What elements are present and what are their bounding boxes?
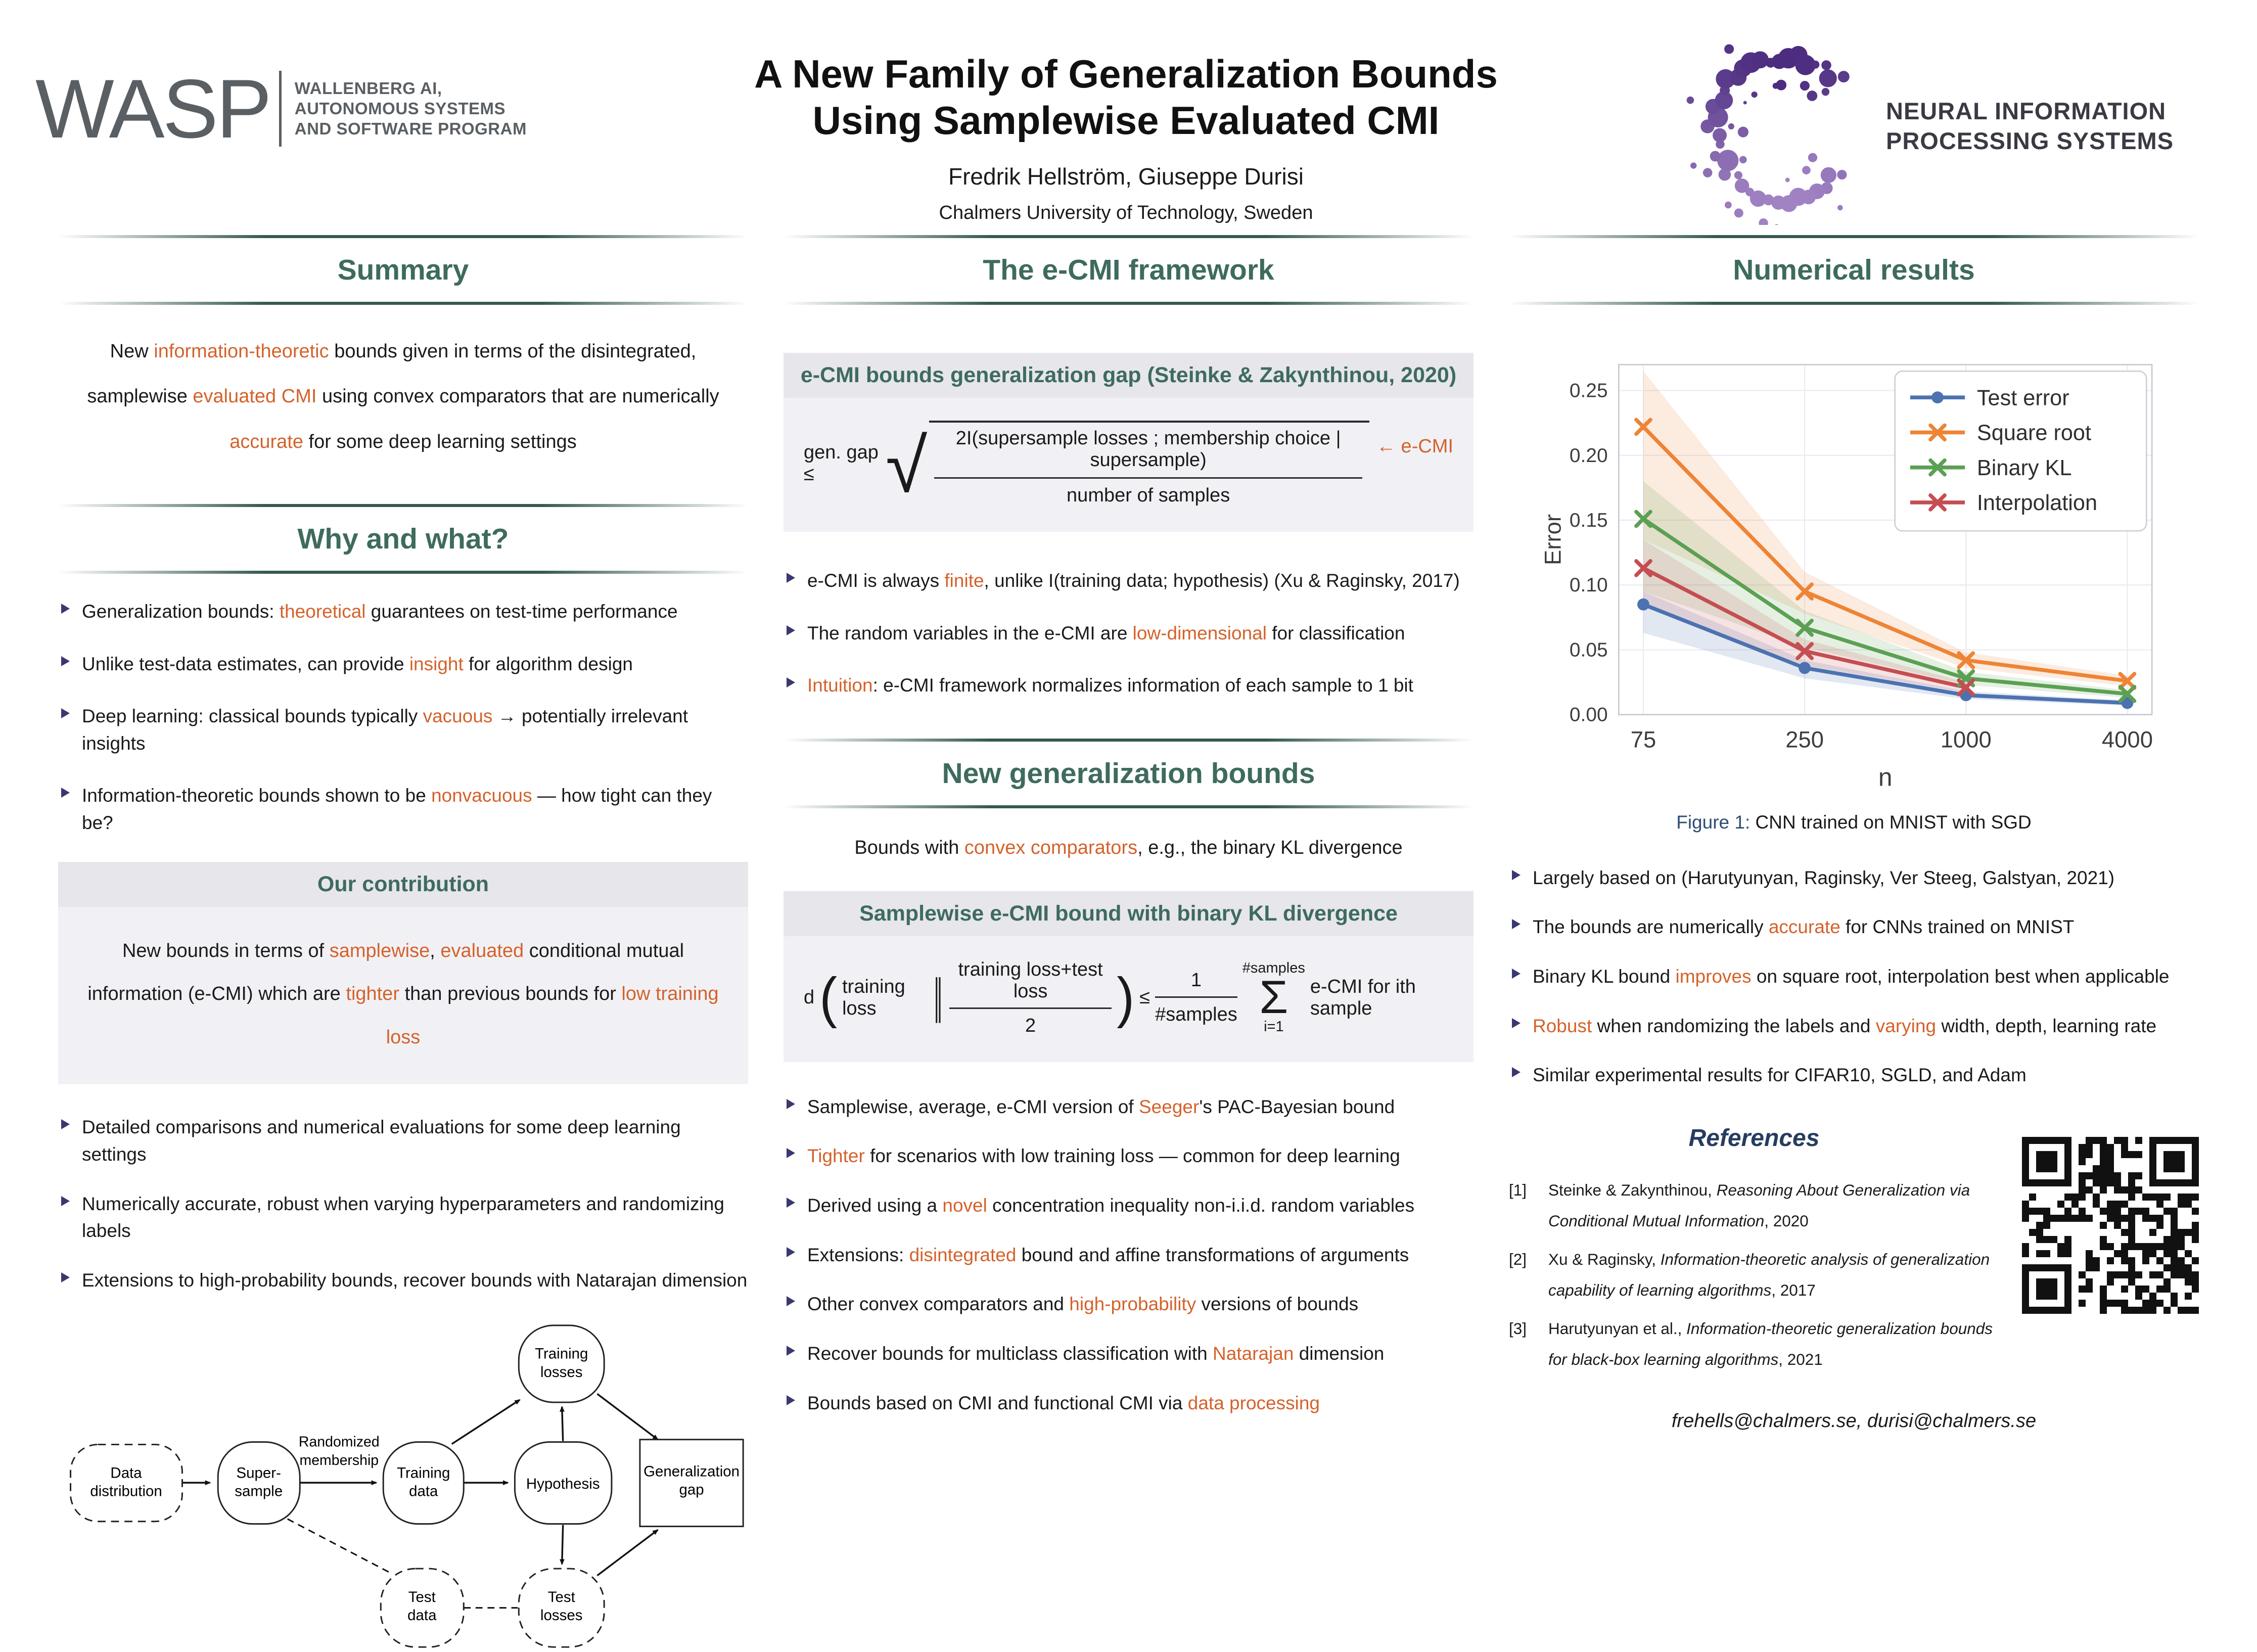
section-whywhat-head <box>58 504 748 574</box>
section-title-whywhat: Why and what? <box>297 522 509 555</box>
wasp-logo-divider <box>279 71 282 147</box>
svg-text:Square root: Square root <box>1976 421 2092 445</box>
summary-paragraph: New information-theoretic bounds given in terms of the disintegrated, samplewise evaluated CMI using convex comparators that are numerically accurate for some deep learning settings <box>87 341 719 452</box>
svg-text:Test: Test <box>408 1589 436 1606</box>
title-block <box>566 51 1686 224</box>
bullet-triangle-icon <box>1512 919 1521 929</box>
wasp-logo-text: WALLENBERG AI, AUTONOMOUS SYSTEMS AND SOFTWARE PROGRAM <box>294 78 527 139</box>
section-rule <box>58 504 748 507</box>
bullet-item: Binary KL bound improves on square root, interpolation best when applicable <box>1509 963 2199 990</box>
svg-text:Test error: Test error <box>1976 386 2069 410</box>
bullet-triangle-icon <box>1512 1018 1521 1028</box>
bullet-item: Extensions: disintegrated bound and affine transformations of arguments <box>784 1242 1473 1269</box>
ecmi-bound-box-heading: e-CMI bounds generalization gap (Steinke & Zakynthinou, 2020) <box>784 353 1473 398</box>
bullet-triangle-icon <box>787 1296 795 1306</box>
edge-label: membership <box>299 1452 379 1469</box>
bullet-triangle-icon <box>787 573 795 583</box>
newbounds-bullet-list <box>784 1093 1473 1416</box>
bullet-item: Generalization bounds: theoretical guarantees on test-time performance <box>58 598 748 625</box>
svg-text:Training: Training <box>535 1346 588 1363</box>
svg-text:0.20: 0.20 <box>1569 444 1608 467</box>
bullet-triangle-icon <box>787 1198 795 1208</box>
section-rule <box>1509 235 2199 238</box>
bullet-triangle-icon <box>787 1247 795 1257</box>
newbounds-intro: Bounds with convex comparators, e.g., the binary KL divergence <box>854 837 1403 858</box>
bullet-item: Bounds based on CMI and functional CMI via data processing <box>784 1390 1473 1417</box>
neurips-logo <box>1686 28 2222 225</box>
svg-text:distribution: distribution <box>90 1483 162 1500</box>
bullet-triangle-icon <box>61 788 70 798</box>
bullet-triangle-icon <box>787 677 795 687</box>
svg-text:250: 250 <box>1785 726 1824 753</box>
pipeline-diagram <box>58 1321 748 1651</box>
contribution-box <box>58 862 748 1085</box>
bullet-triangle-icon <box>1512 969 1521 979</box>
bullet-triangle-icon <box>1512 870 1521 880</box>
section-summary-head <box>58 235 748 305</box>
contribution-box-text: New bounds in terms of samplewise, evaluated conditional mutual information (e-CMI) which are tighter than previous bounds for low training loss <box>87 940 719 1048</box>
bullet-triangle-icon <box>787 625 795 635</box>
bullet-triangle-icon <box>787 1148 795 1158</box>
binary-kl-box-heading: Samplewise e-CMI bound with binary KL divergence <box>784 891 1473 936</box>
svg-text:n: n <box>1878 763 1893 792</box>
section-rule <box>784 805 1473 808</box>
bullet-item: The random variables in the e-CMI are low-dimensional for classification <box>784 620 1473 647</box>
svg-text:data: data <box>409 1483 438 1500</box>
reference-entry: [2] Xu & Raginsky, Information-theoretic analysis of generalization capability of learning algorithms, 2017 <box>1509 1250 1990 1300</box>
section-title-summary: Summary <box>337 254 469 286</box>
bullet-item: Extensions to high-probability bounds, recover bounds with Natarajan dimension <box>58 1267 748 1294</box>
whywhat-bullet-list <box>58 598 748 837</box>
authors: Fredrik Hellström, Giuseppe Durisi <box>948 163 1304 190</box>
svg-text:0.05: 0.05 <box>1569 639 1608 661</box>
svg-text:0.00: 0.00 <box>1569 704 1608 726</box>
bullet-item: Derived using a novel concentration inequality non-i.i.d. random variables <box>784 1192 1473 1219</box>
qr-code-svg <box>2022 1137 2199 1314</box>
binary-kl-formula: d ( training loss ∥ $\frac{\text{training loss+test loss}}{2}$ ) ≤ $\frac{1}{\text{\#samples}}$ #samples Σ i=1 e-CMI for ith sample <box>804 958 1416 1036</box>
bullet-triangle-icon <box>61 1119 70 1129</box>
svg-text:Data: Data <box>110 1464 142 1482</box>
ecmi-bound-box <box>784 353 1473 532</box>
reference-entry: [3] Harutyunyan et al., Information-theoretic generalization bounds for black-box learning algorithms, 2021 <box>1509 1319 1993 1369</box>
bullet-item: Unlike test-data estimates, can provide insight for algorithm design <box>58 651 748 678</box>
bullet-item: Numerically accurate, robust when varying hyperparameters and randomizing labels <box>58 1190 748 1245</box>
bullet-item: Intuition: e-CMI framework normalizes information of each sample to 1 bit <box>784 672 1473 699</box>
bullet-triangle-icon <box>787 1346 795 1356</box>
affiliation: Chalmers University of Technology, Sweden <box>939 202 1313 224</box>
svg-text:Binary KL: Binary KL <box>1976 455 2072 480</box>
bullet-item: Tighter for scenarios with low training loss — common for deep learning <box>784 1142 1473 1170</box>
ecmi-bullet-list <box>784 567 1473 699</box>
column-results <box>1509 235 2199 1652</box>
bullet-item: Largely based on (Harutyunyan, Raginsky, Ver Steeg, Galstyan, 2021) <box>1509 864 2199 892</box>
figure-caption: Figure 1: CNN trained on MNIST with SGD <box>1676 811 2032 833</box>
svg-text:Error: Error <box>1540 514 1566 565</box>
section-rule <box>1509 302 2199 305</box>
edge-label: Randomized <box>298 1434 380 1450</box>
section-newbounds-head <box>784 739 1473 808</box>
bullet-triangle-icon <box>1512 1067 1521 1077</box>
svg-text:75: 75 <box>1630 726 1656 753</box>
svg-text:0.25: 0.25 <box>1569 380 1608 402</box>
bullet-triangle-icon <box>61 708 70 718</box>
svg-text:losses: losses <box>540 1607 583 1624</box>
section-rule <box>58 235 748 238</box>
bullet-item: Similar experimental results for CIFAR10, SGLD, and Adam <box>1509 1062 2199 1089</box>
section-rule <box>784 739 1473 742</box>
contact-emails: frehells@chalmers.se, durisi@chalmers.se <box>1671 1410 2037 1432</box>
section-title-ecmi: The e-CMI framework <box>983 254 1274 286</box>
summation: #samples Σ i=1 <box>1242 960 1305 1035</box>
poster-header <box>0 0 2257 225</box>
bullet-triangle-icon <box>787 1099 795 1109</box>
bullet-triangle-icon <box>61 1272 70 1282</box>
svg-text:1000: 1000 <box>1940 726 1992 753</box>
results-chart-svg <box>1537 343 2171 802</box>
bullet-item: Information-theoretic bounds shown to be nonvacuous — how tight can they be? <box>58 782 748 836</box>
section-rule <box>58 302 748 305</box>
svg-text:sample: sample <box>235 1483 283 1500</box>
svg-text:Hypothesis: Hypothesis <box>526 1476 600 1493</box>
results-chart <box>1509 343 2199 805</box>
references <box>1509 1124 1999 1383</box>
bullet-item: Robust when randomizing the labels and varying width, depth, learning rate <box>1509 1013 2199 1040</box>
sigma-symbol: Σ <box>1259 972 1288 1024</box>
section-rule <box>784 235 1473 238</box>
wasp-logo-acronym: WASP <box>35 62 270 155</box>
svg-text:Training: Training <box>397 1464 450 1482</box>
bullet-item: Other convex comparators and high-probability versions of bounds <box>784 1291 1473 1318</box>
section-ecmi-head <box>784 235 1473 305</box>
bullet-item: Deep learning: classical bounds typically vacuous → potentially irrelevant insights <box>58 703 748 757</box>
numerical-bullet-list <box>1509 864 2199 1089</box>
bullet-triangle-icon <box>61 656 70 666</box>
section-title-numerical: Numerical results <box>1733 254 1975 286</box>
ecmi-annotation: ← e-CMI <box>1376 436 1453 457</box>
poster-title: A New Family of Generalization Bounds Using Samplewise Evaluated CMI <box>754 52 1498 143</box>
svg-text:0.10: 0.10 <box>1569 574 1608 596</box>
svg-text:Test: Test <box>547 1589 575 1606</box>
bullet-triangle-icon <box>61 1196 70 1206</box>
section-title-newbounds: New generalization bounds <box>942 757 1315 790</box>
section-numerical-head <box>1509 235 2199 305</box>
bullet-triangle-icon <box>61 604 70 614</box>
qr-code <box>2022 1137 2199 1383</box>
neurips-logo-swirl <box>1686 28 1883 225</box>
contribution-bullet-list <box>58 1114 748 1294</box>
ecmi-bound-formula: gen. gap ≤ √ $\frac{\text{2I(supersample losses ; membership choice | supersample)}}{\text{number of samples}}$ ← e-CMI <box>804 421 1453 507</box>
binary-kl-box <box>784 891 1473 1062</box>
reference-entry: [1] Steinke & Zakynthinou, Reasoning About Generalization via Conditional Mutual Information, 2020 <box>1509 1180 1970 1230</box>
bullet-item: Detailed comparisons and numerical evaluations for some deep learning settings <box>58 1114 748 1168</box>
references-heading: References <box>1688 1124 1820 1152</box>
section-rule <box>784 302 1473 305</box>
sqrt-radical: √ <box>885 423 928 508</box>
bullet-item: Samplewise, average, e-CMI version of Seeger's PAC-Bayesian bound <box>784 1093 1473 1121</box>
svg-text:Generalization: Generalization <box>643 1463 740 1480</box>
svg-text:4000: 4000 <box>2101 726 2153 753</box>
svg-text:0.15: 0.15 <box>1569 509 1608 531</box>
column-framework <box>784 235 1473 1652</box>
bullet-triangle-icon <box>787 1395 795 1405</box>
svg-text:Interpolation: Interpolation <box>1976 491 2098 516</box>
bullet-item: e-CMI is always finite, unlike I(training data; hypothesis) (Xu & Raginsky, 2017) <box>784 567 1473 594</box>
neurips-logo-text: NEURAL INFORMATION PROCESSING SYSTEMS <box>1886 98 2174 154</box>
svg-text:gap: gap <box>679 1482 704 1499</box>
bullet-item: The bounds are numerically accurate for CNNs trained on MNIST <box>1509 913 2199 941</box>
contribution-box-heading: Our contribution <box>58 862 748 907</box>
section-rule <box>58 571 748 574</box>
svg-text:losses: losses <box>540 1364 583 1381</box>
double-bar: ∥ <box>933 972 943 1024</box>
pipeline-diagram-svg <box>58 1321 748 1649</box>
wasp-logo <box>35 62 566 155</box>
column-summary <box>58 235 748 1652</box>
bullet-item: Recover bounds for multiclass classification with Natarajan dimension <box>784 1340 1473 1367</box>
svg-text:data: data <box>407 1607 437 1624</box>
svg-text:Super-: Super- <box>236 1464 281 1482</box>
